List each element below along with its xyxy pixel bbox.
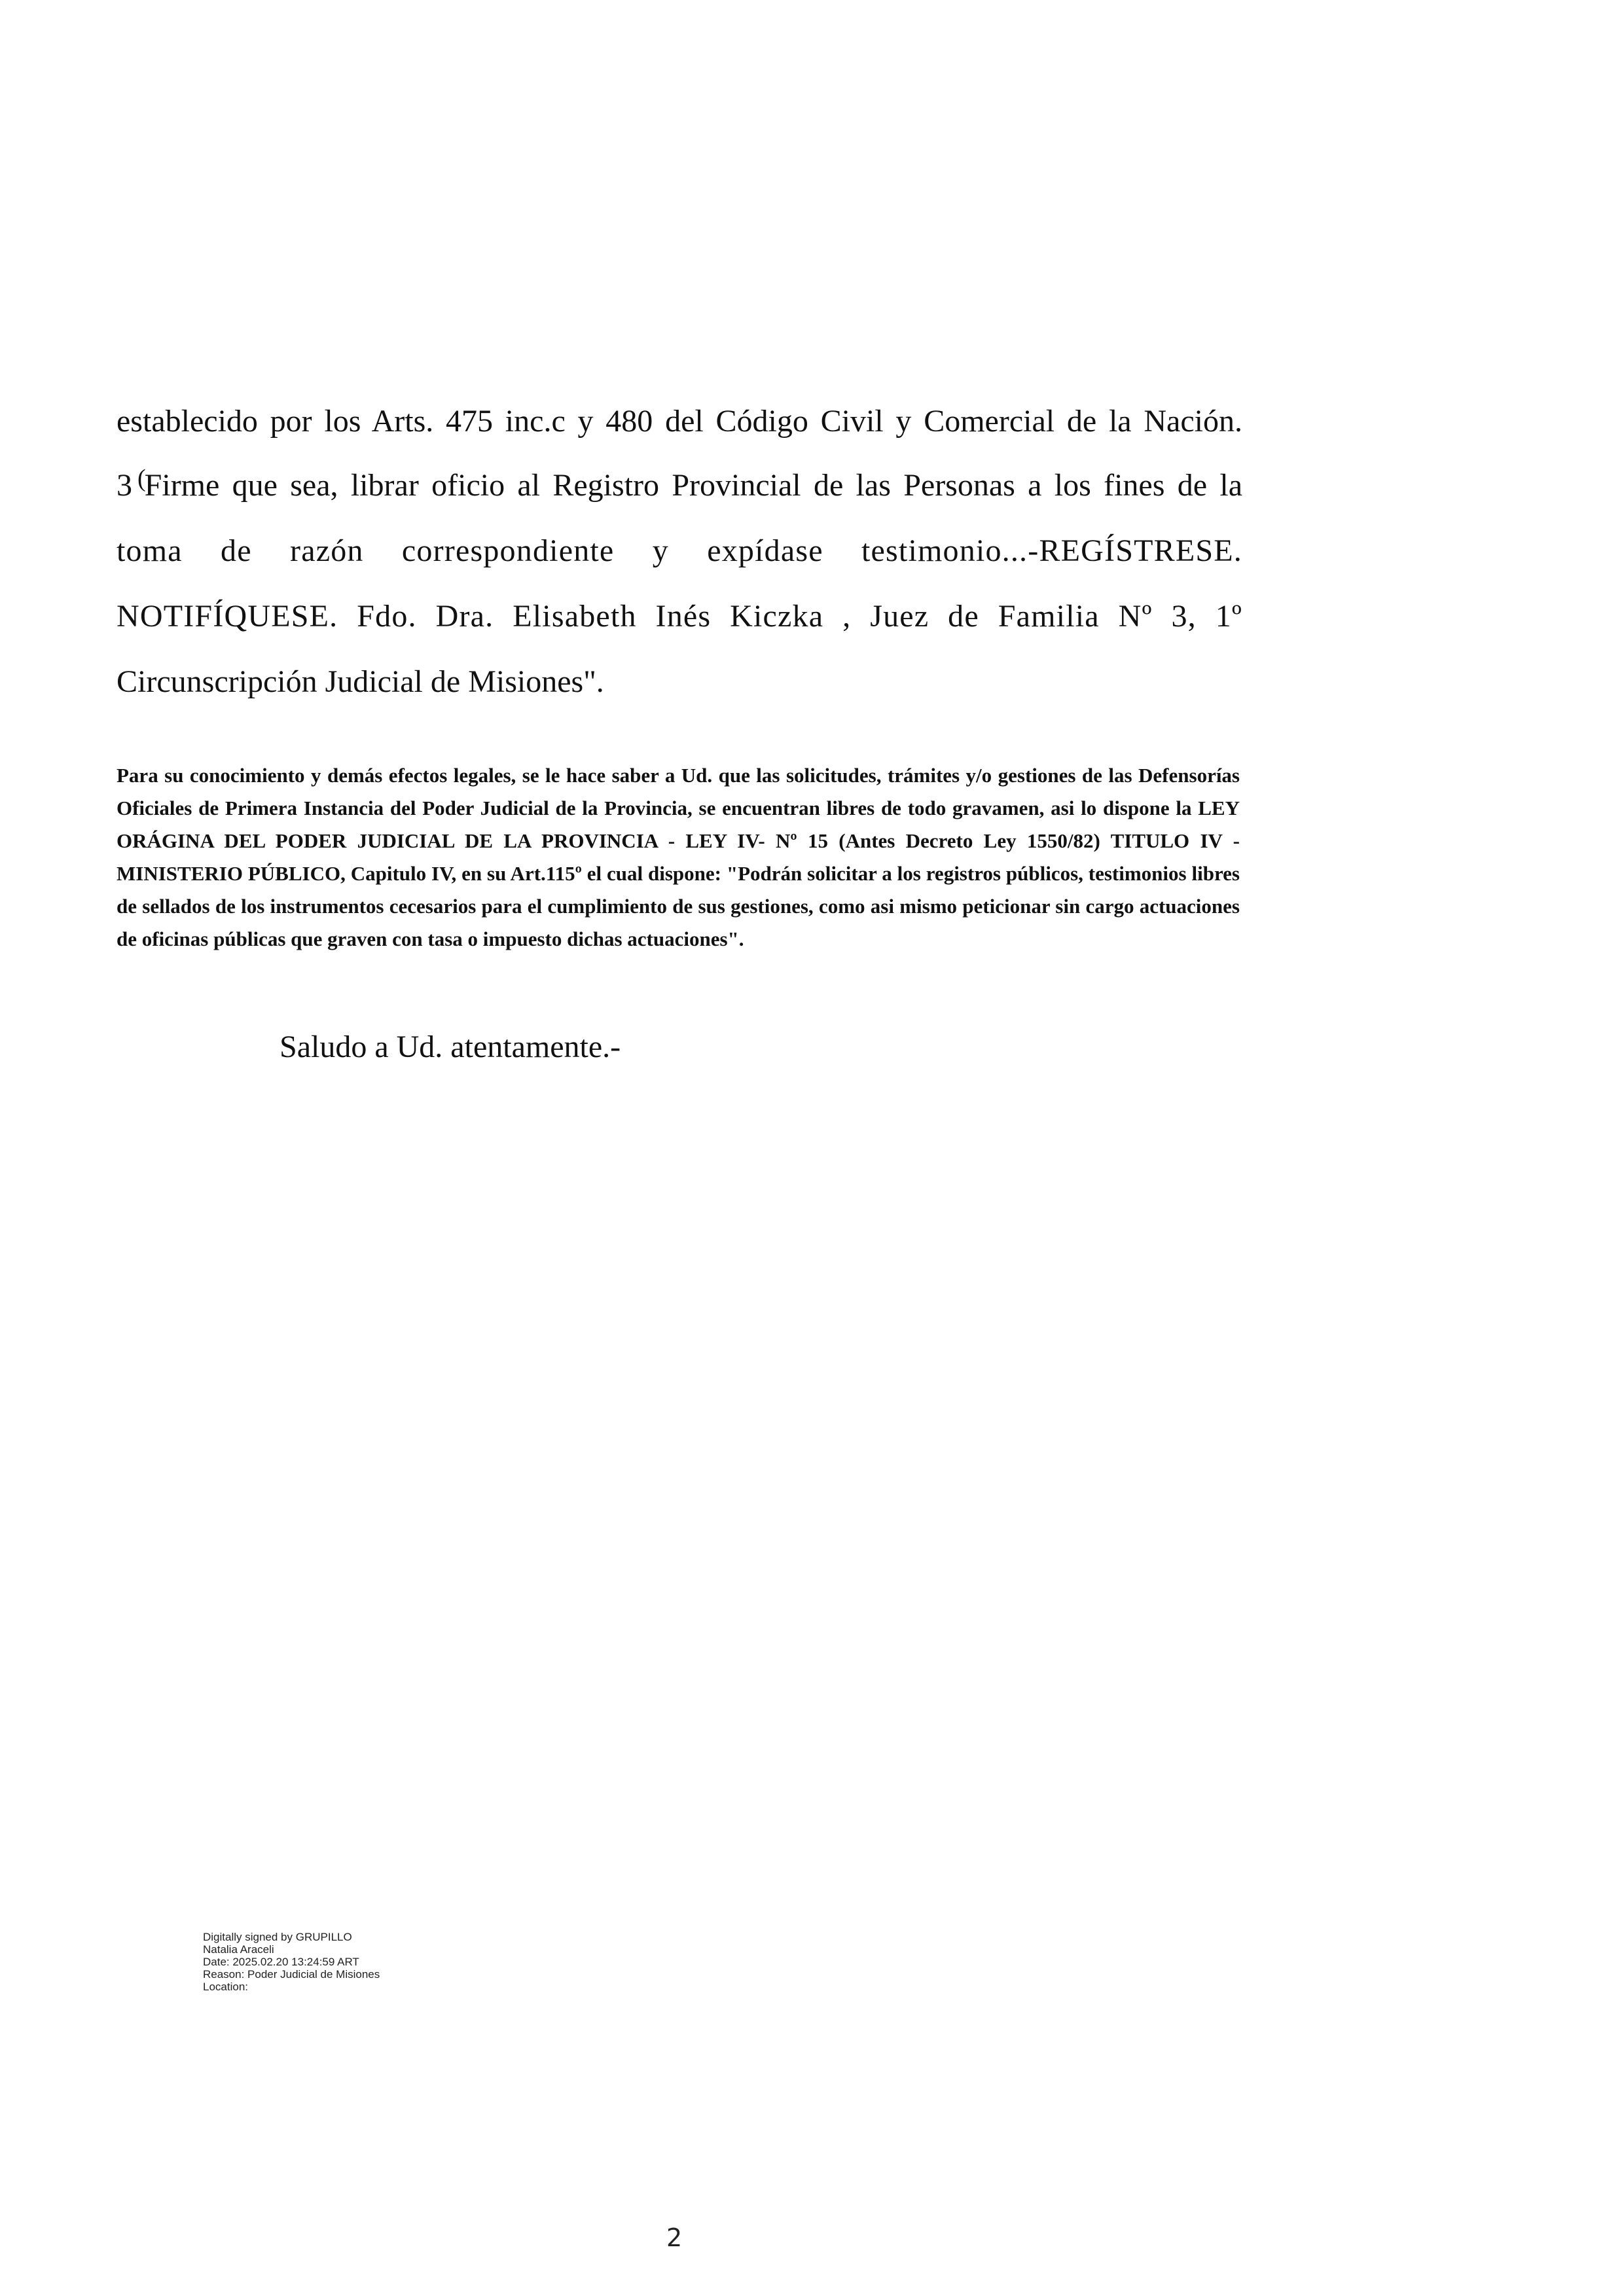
signature-line-3: Date: 2025.02.20 13:24:59 ART [203,1956,359,1968]
item-number: 3 [117,468,132,503]
digital-signature [203,1931,380,1993]
open-paren: ( [137,465,146,492]
legal-notice-body: gestiones de las Defensorías Oficiales de Primera Instancia del Poder Judicial de la Provincia, se encuentran libres de todo gravamen, asi lo dispone la LEY ORÁGINA DEL PODER JUDICIAL DE LA PROVINCIA - LEY IV- Nº 15 (Antes Decreto Ley 1550/82) TITULO IV - MINISTERIO PÚBLICO, Capitulo IV, en su Art.115º el cual dispone: "Podrán solicitar a los registros públicos, testimonios libres de sellados de los instrumentos cecesarios para el cumplimiento de sus gestiones, como asi mismo peticionar sin cargo actuaciones de oficinas públicas que graven con tasa o impuesto dichas actuaciones". [117,764,1240,950]
body-line-4: NOTIFÍQUESE. Fdo. Dra. Elisabeth Inés Kiczka , Juez de Familia Nº 3, 1º [117,599,1242,634]
signature-line-1: Digitally signed by GRUPILLO [203,1931,352,1943]
body-line-5: Circunscripción Judicial de Misiones". [117,664,604,699]
body-line-2-text: Firme que sea, librar oficio al Registro Provincial de las Personas a los fines de la [144,468,1242,503]
body-line-1: establecido por los Arts. 475 inc.c y 480 del Código Civil y Comercial de la Nación. [117,404,1242,439]
body-line-2 [117,465,1242,503]
legal-notice-first-line: Para su conocimiento y demás efectos legales, se le hace saber a Ud. que las solicitudes, trámites y/o [117,764,992,787]
signature-line-2: Natalia Araceli [203,1943,274,1956]
legal-notice [117,759,1240,956]
signature-line-4: Reason: Poder Judicial de Misiones [203,1968,380,1981]
closing-salutation: Saludo a Ud. atentamente.- [280,1030,621,1064]
signature-line-5: Location: [203,1981,248,1993]
body-line-3: toma de razón correspondiente y expídase testimonio...-REGÍSTRESE. [117,533,1242,568]
page-number: 2 [666,2223,683,2252]
